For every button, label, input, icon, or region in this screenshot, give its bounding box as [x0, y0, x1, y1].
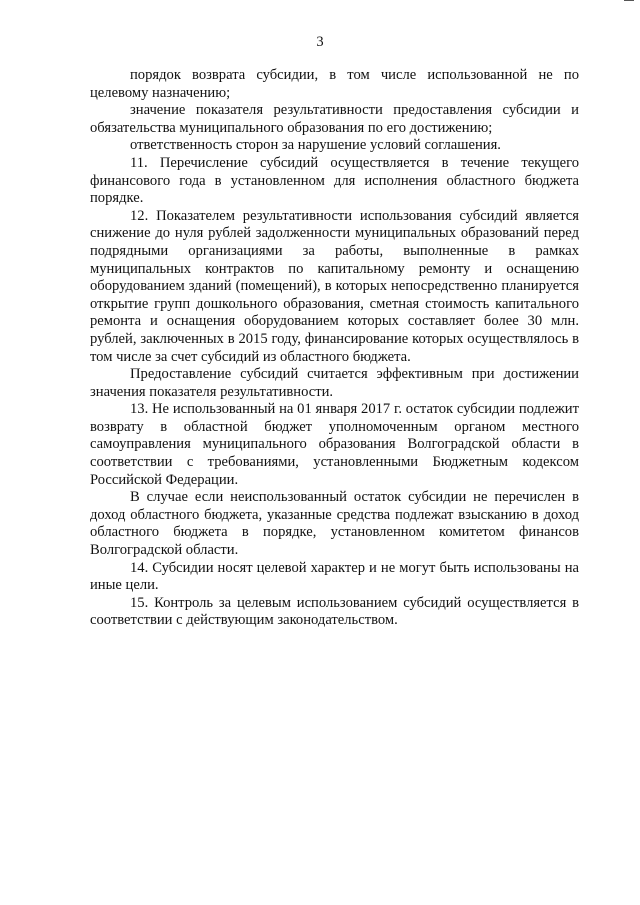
paragraph-performance-indicator-value: значение показателя результативности предоставления субсидии и обязательства муниципального образования по его достижению;	[90, 102, 579, 136]
page-number: 3	[316, 34, 324, 50]
paragraph-item-14: 14. Субсидии носят целевой характер и не могут быть использованы на иные цели.	[90, 559, 579, 594]
paragraph-item-11: 11. Перечисление субсидий осуществляется в течение текущего финансового года в установленном для исполнения областного бюджета порядке.	[90, 154, 579, 207]
paragraph-item-13: 13. Не использованный на 01 января 2017 г. остаток субсидии подлежит возврату в областной бюджет уполномоченным органом местного самоуправления муниципального образования Волгоградской области в соответствии с требованиями, установленными Бюджетным кодексом Российской Федерации.	[90, 401, 579, 488]
paragraph-refund-procedure: порядок возврата субсидии, в том числе использованной не по целевому назначению;	[90, 67, 579, 101]
paragraph-responsibility: ответственность сторон за нарушение условий соглашения.	[130, 137, 501, 154]
paragraph-item-12: 12. Показателем результативности использования субсидий является снижение до нуля рублей задолженности муниципальных образований перед подрядными организациями за работы, выполненные в рамках муниципальных контрактов по капитальному ремонту и оснащению оборудованием зданий (помещений), в которых непосредственно планируется открытие групп дошкольного образования, сметная стоимость капитального ремонта и оснащения оборудованием которых составляет более 30 млн. рублей, заключенных в 2015 году, финансирование которых осуществлялось в том числе за счет субсидий из областного бюджета.	[90, 207, 579, 365]
document-body	[90, 67, 579, 630]
scan-corner-mark	[624, 0, 634, 1]
paragraph-item-15: 15. Контроль за целевым использованием субсидий осуществляется в соответствии с действующим законодательством.	[90, 594, 579, 629]
paragraph-effectiveness: Предоставление субсидий считается эффективным при достижении значения показателя результативности.	[90, 366, 579, 400]
paragraph-recovery: В случае если неиспользованный остаток субсидии не перечислен в доход областного бюджета, указанные средства подлежат взысканию в доход областного бюджета в порядке, установленном комитетом финансов Волгоградской области.	[90, 489, 579, 559]
